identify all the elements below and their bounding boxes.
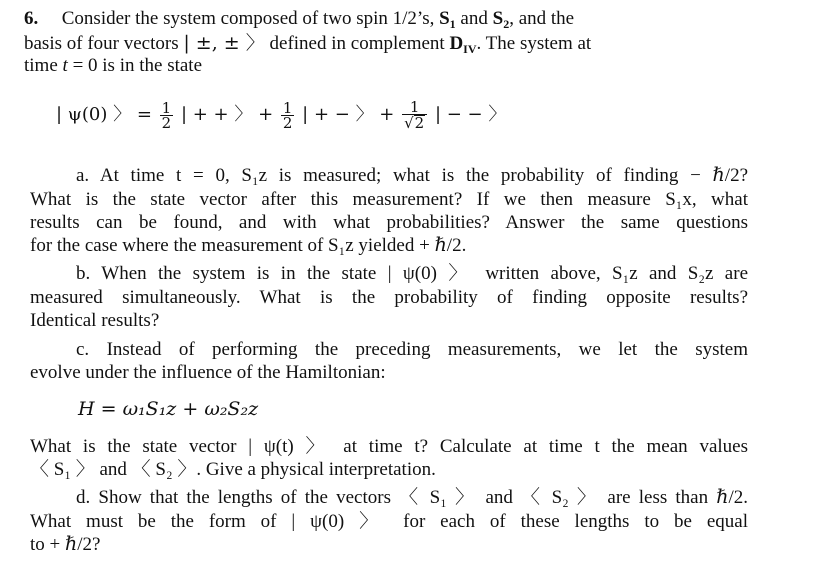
- ket-plus-minus: | + − 〉 +: [302, 104, 395, 125]
- hamiltonian-equation: H = ω₁S₁z + ω₂S₂z: [78, 398, 259, 420]
- fraction-3: $\frac{1}{√2}$: [402, 100, 427, 130]
- spin-s1-sub: 1: [449, 17, 456, 31]
- intro-text-1: Consider the system composed of two spin 1/2’s,: [61, 8, 435, 29]
- problem-number: 6.: [24, 8, 39, 29]
- ket-plus-plus: | + + 〉 +: [180, 104, 274, 125]
- basis-ket: | ±, ± 〉: [183, 32, 265, 54]
- fraction-2: $\frac{1}{2}$: [282, 98, 293, 132]
- intro-text-3b: = 0 is in the state: [72, 55, 203, 76]
- part-b-line-1: b. When the system is in the state | ψ(0) 〉 written above, S₁z and S₂z are: [76, 263, 748, 284]
- complement-d: D: [449, 33, 464, 54]
- state-lhs: | ψ(0) 〉 =: [56, 104, 152, 125]
- part-c-line-3: What is the state vector | ψ(t) 〉 at time t? Calculate at time t the mean values: [30, 436, 748, 457]
- state-equation: [56, 95, 506, 135]
- intro-line-3: [24, 55, 202, 77]
- part-c-line-1: c. Instead of performing the preceding measurements, we let the system: [76, 339, 748, 360]
- fraction-1: $\frac{1}{2}$: [161, 98, 172, 132]
- part-d-line-3: to + ℏ/2?: [30, 534, 101, 555]
- part-c-line-2: evolve under the influence of the Hamiltonian:: [30, 362, 386, 383]
- part-c-line-4: 〈 S₁ 〉 and 〈 S₂ 〉. Give a physical interpretation.: [30, 459, 436, 480]
- complement-d-sub: IV: [463, 42, 477, 56]
- ket-minus-minus: | − − 〉: [434, 104, 507, 125]
- intro-and: and: [460, 8, 488, 29]
- intro-line-1: [24, 8, 746, 35]
- part-d-line-1: d. Show that the lengths of the vectors 〈 S₁ 〉 and 〈 S₂ 〉 are less than ℏ/2.: [76, 487, 748, 508]
- intro-text-2c: . The system at: [476, 33, 592, 54]
- intro-text-3a: time: [24, 55, 58, 76]
- spin-s2: S: [492, 8, 504, 29]
- spin-s2-sub: 2: [503, 17, 510, 31]
- spin-s1: S: [439, 8, 450, 29]
- part-a-line-4: for the case where the measurement of S₁z yielded + ℏ/2.: [30, 235, 467, 256]
- part-b-line-3: Identical results?: [30, 310, 160, 331]
- time-symbol: t: [62, 55, 68, 76]
- part-d-line-2: What must be the form of | ψ(0) 〉 for each of these lengths to be equal: [30, 511, 748, 532]
- intro-text-2b: defined in complement: [269, 33, 445, 54]
- part-a-line-1: a. At time t = 0, S₁z is measured; what is the probability of finding − ℏ/2?: [76, 165, 748, 186]
- intro-end-1: , and the: [509, 8, 575, 29]
- part-b-line-2: measured simultaneously. What is the probability of finding opposite results?: [30, 287, 748, 308]
- part-a-line-3: results can be found, and with what probabilities? Answer the same questions: [30, 212, 748, 233]
- part-a-line-2: What is the state vector after this measurement? If we then measure S₁x, what: [30, 189, 748, 210]
- intro-text-2a: basis of four vectors: [24, 33, 179, 54]
